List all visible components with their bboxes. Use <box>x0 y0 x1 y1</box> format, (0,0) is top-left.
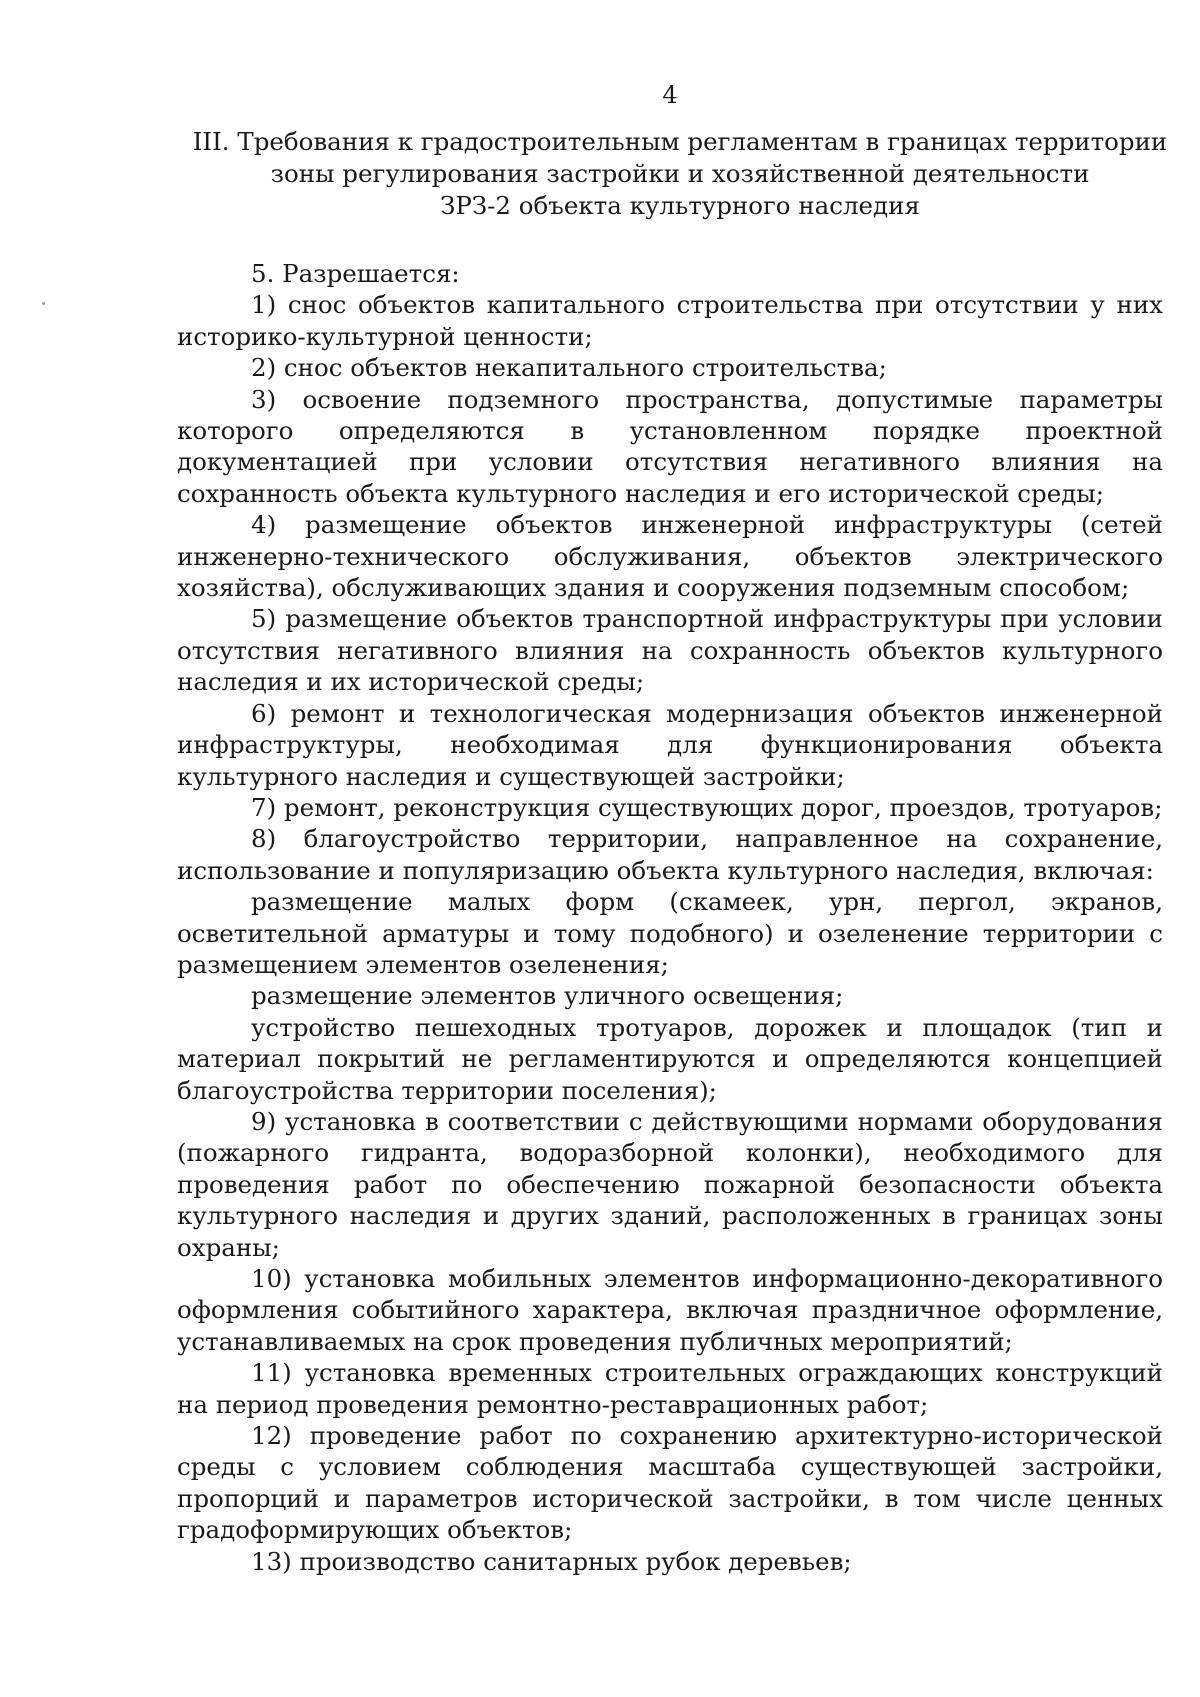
sub-item-street-lighting: размещение элементов уличного освещения; <box>251 981 844 1011</box>
list-item-5: 5) размещение объектов транспортной инфраструктуры при условии отсутствия негативного влияния на сохранность объектов культурного наследия и их исторической среды; <box>177 604 1163 697</box>
list-item-10: 10) установка мобильных элементов информационно-декоративного оформления событийного характера, включая праздничное оформление, устанавливаемых на срок проведения публичных мероприятий; <box>177 1264 1163 1356</box>
list-item-6: 6) ремонт и технологическая модернизация объектов инженерной инфраструктуры, необходимая для функционирования объекта культурного наследия и существующей застройки; <box>177 698 1163 791</box>
list-item-9: 9) установка в соответствии с действующими нормами оборудования (пожарного гидранта, водоразборной колонки), необходимого для проведения работ по обеспечению пожарной безопасности объекта культурного наследия и других зданий, расположенных в границах зоны охраны; <box>177 1106 1163 1262</box>
page-number: 4 <box>662 81 678 109</box>
heading-line-2: зоны регулирования застройки и хозяйственной деятельности <box>270 159 1090 188</box>
list-item-13: 13) производство санитарных рубок деревьев; <box>251 1546 852 1576</box>
list-item-8: 8) благоустройство территории, направленное на сохранение, использование и популяризацию объекта культурного наследия, включая: <box>177 824 1163 885</box>
list-item-2: 2) снос объектов некапитального строительства; <box>251 353 887 383</box>
heading-line-1: III. Требования к градостроительным регламентам в границах территории <box>192 127 1168 156</box>
list-item-11: 11) установка временных строительных ограждающих конструкций на период проведения ремонтно-реставрационных работ; <box>177 1358 1163 1419</box>
list-item-4: 4) размещение объектов инженерной инфраструктуры (сетей инженерно-технического обслуживания, объектов электрического хозяйства), обслуживающих здания и сооружения подземным способом; <box>177 510 1163 603</box>
list-item-3: 3) освоение подземного пространства, допустимые параметры которого определяются в установленном порядке проектной документацией при условии отсутствия негативного влияния на сохранность объекта культурного наследия и его исторической среды; <box>177 384 1163 508</box>
sub-item-small-forms: размещение малых форм (скамеек, урн, пергол, экранов, осветительной арматуры и тому подобного) и озеленение территории с размещением элементов озеленения; <box>177 887 1163 979</box>
document-body <box>177 258 1163 1577</box>
section-heading <box>180 126 1180 222</box>
heading-line-3: ЗРЗ-2 объекта культурного наследия <box>440 191 920 220</box>
scan-dot-mark <box>42 302 45 305</box>
intro-paragraph: 5. Разрешается: <box>251 259 460 288</box>
list-item-7: 7) ремонт, реконструкция существующих дорог, проездов, тротуаров; <box>251 792 1163 822</box>
sub-item-pedestrian-paths: устройство пешеходных тротуаров, дорожек и площадок (тип и материал покрытий не регламентируются и определяются концепцией благоустройства территории поселения); <box>177 1012 1163 1105</box>
list-item-12: 12) проведение работ по сохранению архитектурно-исторической среды с условием соблюдения масштаба существующей застройки, пропорций и параметров исторической застройки, в том числе ценных градоформирующих объектов; <box>177 1421 1163 1545</box>
list-item-1: 1) снос объектов капитального строительства при отсутствии у них историко-культурной ценности; <box>177 290 1163 351</box>
